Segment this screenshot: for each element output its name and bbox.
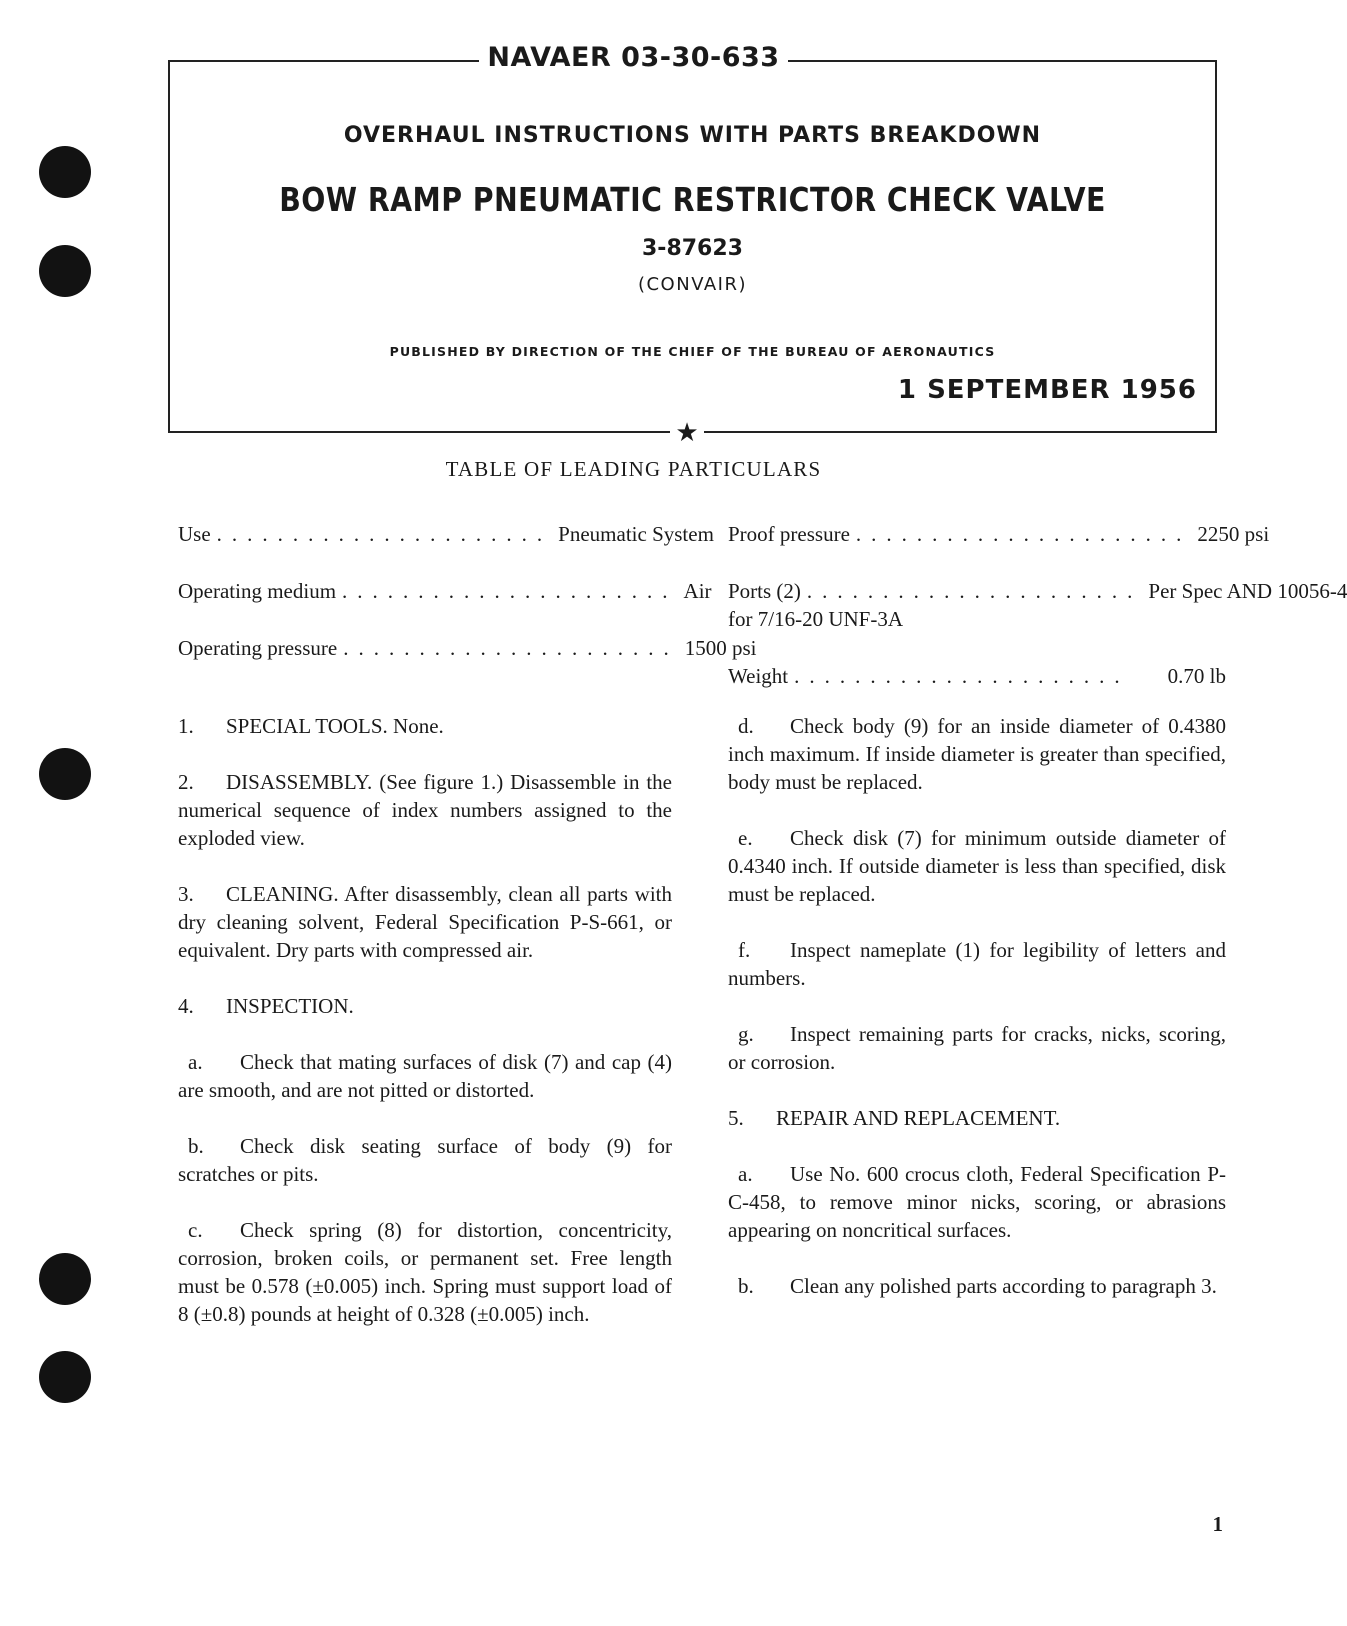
particulars-heading: TABLE OF LEADING PARTICULARS: [445, 457, 822, 481]
right-column: [728, 520, 1347, 719]
section-number: 3.: [178, 882, 194, 906]
step-letter: c.: [188, 1218, 203, 1242]
particular-label: Proof pressure: [728, 522, 850, 546]
step-letter: a.: [188, 1050, 203, 1074]
repair-step-b: [728, 1272, 1226, 1300]
section-text: SPECIAL TOOLS. None.: [226, 714, 444, 738]
document-number: NAVAER 03-30-633: [0, 42, 1267, 73]
particular-value: 0.70 lb: [1167, 664, 1226, 688]
particular-value: Air: [683, 579, 712, 603]
particular-weight: [728, 662, 1226, 690]
inspection-step-a: [178, 1048, 672, 1104]
particular-value-line2: for 7/16-20 UNF-3A: [728, 607, 903, 631]
particular-label: Weight: [728, 664, 789, 688]
section-text: CLEANING. After disassembly, clean all parts with dry cleaning solvent, Federal Specification P-S-661, or equivalent. Dry parts with compressed air.: [178, 882, 672, 962]
left-text-column: [178, 712, 672, 1356]
inspection-step-c: [178, 1216, 672, 1328]
publication-date: 1 SEPTEMBER 1956: [897, 375, 1197, 405]
section-special-tools: [178, 712, 672, 740]
inspection-step-d: [728, 712, 1226, 796]
repair-step-a: [728, 1160, 1226, 1244]
section-number: 1.: [178, 714, 194, 738]
inspection-step-g: [728, 1020, 1226, 1076]
leader-dots: ......................: [216, 522, 553, 546]
section-repair-replacement: [728, 1104, 1226, 1132]
particular-value: 2250 psi: [1197, 522, 1270, 546]
section-number: 5.: [728, 1106, 744, 1130]
step-text: Inspect nameplate (1) for legibility of letters and numbers.: [728, 938, 1226, 990]
section-text: DISASSEMBLY. (See figure 1.) Disassemble in the numerical sequence of index numbers assigned to the exploded view.: [178, 770, 672, 850]
particular-operating-medium: [178, 577, 712, 605]
section-text: REPAIR AND REPLACEMENT.: [776, 1106, 1061, 1130]
right-text-column: [728, 712, 1226, 1328]
inspection-step-f: [728, 936, 1226, 992]
step-text: Inspect remaining parts for cracks, nicks, scoring, or corrosion.: [728, 1022, 1226, 1074]
leader-dots: ......................: [343, 636, 679, 660]
leader-dots: ......................: [806, 579, 1143, 603]
particular-ports: [728, 577, 1347, 633]
binder-hole: [39, 1351, 91, 1403]
inspection-step-e: [728, 824, 1226, 908]
inspection-step-b: [178, 1132, 672, 1188]
particular-label: Operating medium: [178, 579, 337, 603]
step-letter: d.: [738, 714, 754, 738]
part-number: 3-87623: [642, 236, 743, 261]
leader-dots: ......................: [855, 522, 1192, 546]
document-title: BOW RAMP PNEUMATIC RESTRICTOR CHECK VALVE: [279, 180, 1106, 219]
binder-hole: [39, 146, 91, 198]
step-letter: b.: [738, 1274, 754, 1298]
binder-hole: [39, 245, 91, 297]
section-cleaning: [178, 880, 672, 964]
section-inspection: [178, 992, 672, 1020]
leader-dots: ......................: [794, 664, 1130, 688]
particular-value: Per Spec AND 10056-4: [1148, 579, 1347, 603]
star-icon: ★: [670, 416, 704, 450]
step-text: Use No. 600 crocus cloth, Federal Specification P-C-458, to remove minor nicks, scoring, or abrasions appearing on noncritical surfaces.: [728, 1162, 1226, 1242]
particular-proof-pressure: [728, 520, 1270, 548]
step-letter: f.: [738, 938, 751, 962]
section-text: INSPECTION.: [226, 994, 354, 1018]
manufacturer: (CONVAIR): [637, 274, 748, 295]
section-disassembly: [178, 768, 672, 852]
particular-operating-pressure: [178, 634, 757, 662]
leader-dots: ......................: [342, 579, 678, 603]
step-text: Check disk (7) for minimum outside diameter of 0.4340 inch. If outside diameter is less than specified, disk must be replaced.: [728, 826, 1226, 906]
step-letter: a.: [738, 1162, 753, 1186]
step-text: Check that mating surfaces of disk (7) and cap (4) are smooth, and are not pitted or distorted.: [178, 1050, 672, 1102]
overhaul-heading: OVERHAUL INSTRUCTIONS WITH PARTS BREAKDOWN: [343, 123, 1042, 148]
step-letter: e.: [738, 826, 753, 850]
particular-label: Operating pressure: [178, 636, 338, 660]
step-text: Check body (9) for an inside diameter of 0.4380 inch maximum. If inside diameter is greater than specified, body must be replaced.: [728, 714, 1226, 794]
section-number: 2.: [178, 770, 194, 794]
step-letter: g.: [738, 1022, 754, 1046]
published-by: PUBLISHED BY DIRECTION OF THE CHIEF OF THE BUREAU OF AERONAUTICS: [389, 344, 996, 359]
step-text: Check spring (8) for distortion, concentricity, corrosion, broken coils, or permanent set. Free length must be 0.578 (±0.005) inch. Spring must support load of 8 (±0.8) pounds at height of 0.328 (±0.005) inch.: [178, 1218, 672, 1326]
section-number: 4.: [178, 994, 194, 1018]
particular-value: 1500 psi: [684, 636, 757, 660]
binder-hole: [39, 1253, 91, 1305]
step-letter: b.: [188, 1134, 204, 1158]
left-column: [178, 520, 757, 691]
particular-label: Use: [178, 522, 211, 546]
step-text: Clean any polished parts according to paragraph 3.: [790, 1274, 1217, 1298]
page-number: 1: [1212, 1512, 1223, 1536]
particular-use: [178, 520, 714, 548]
particular-value: Pneumatic System: [558, 522, 714, 546]
particular-label: Ports (2): [728, 579, 801, 603]
binder-hole: [39, 748, 91, 800]
step-text: Check disk seating surface of body (9) for scratches or pits.: [178, 1134, 672, 1186]
